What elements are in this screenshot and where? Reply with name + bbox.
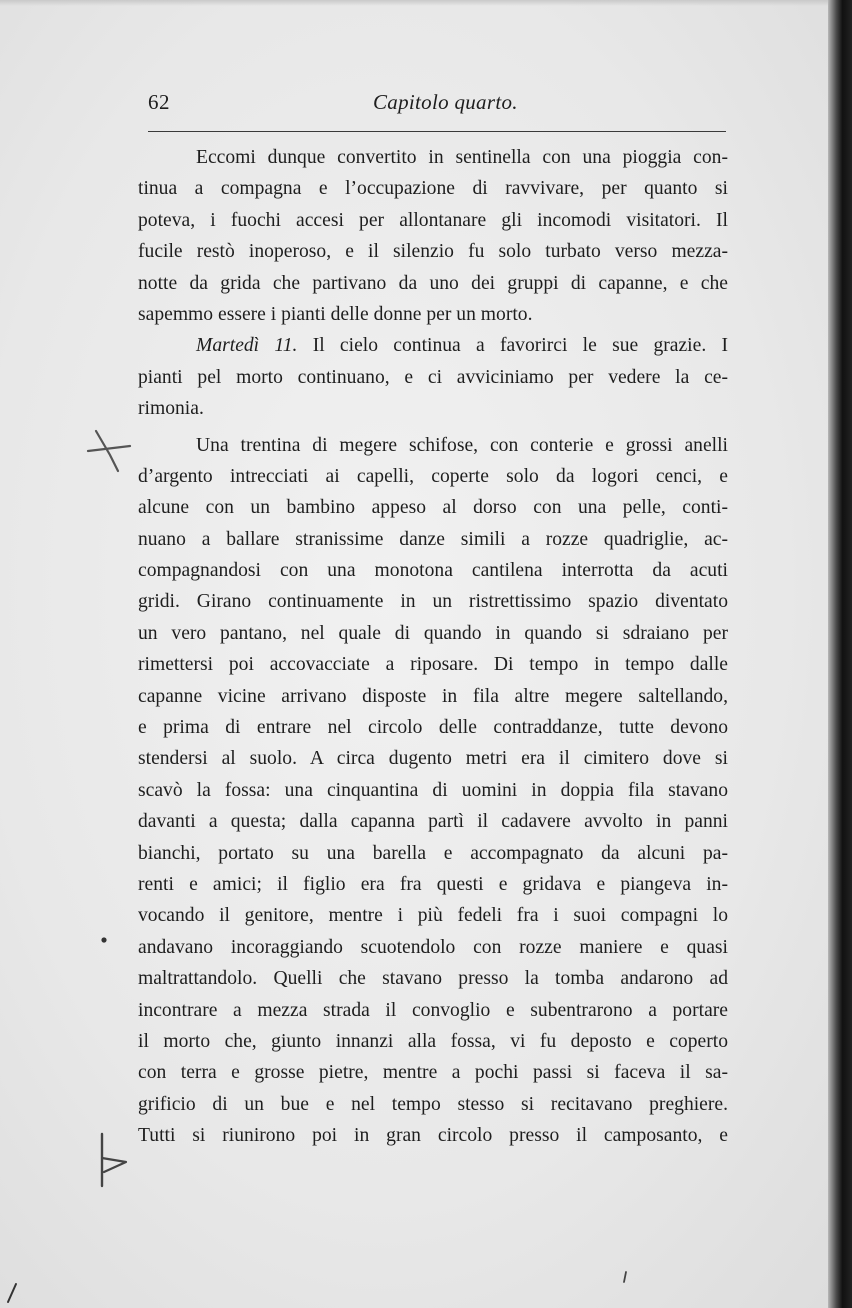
text-line: poteva, i fuochi accesi per allontanare gli incomodi visitatori. Il — [138, 209, 728, 231]
running-head — [148, 88, 726, 120]
text-line: gridi. Girano continuamente in un ristrettissimo spazio diventato — [138, 591, 728, 613]
pencil-flag-mark-icon — [92, 1130, 142, 1190]
text-line: un vero pantano, nel quale di quando in quando si sdraiano per — [138, 622, 728, 644]
text-line: bianchi, portato su una barella e accompagnato da alcuni pa- — [138, 842, 728, 864]
text-line: scavò la fossa: una cinquantina di uomini in doppia fila stavano — [138, 779, 728, 801]
text-line: tinua a compagna e l’occupazione di ravvivare, per quanto si — [138, 178, 728, 200]
text-line-with-date — [138, 330, 728, 361]
page-number: 62 — [148, 90, 170, 114]
chapter-title: Capitolo quarto. — [373, 90, 518, 114]
pencil-tick-icon — [2, 1282, 22, 1306]
page-top-edge — [0, 0, 852, 6]
text-line: pianti pel morto continuano, e ci avviciniamo per vedere la ce- — [138, 366, 728, 388]
text-line: notte da grida che partivano da uno dei gruppi di capanne, e che — [138, 272, 728, 294]
text-line: vocando il genitore, mentre i più fedeli fra i suoi compagni lo — [138, 905, 728, 927]
text-line: grificio di un bue e nel tempo stesso si recitavano preghiere. — [138, 1093, 728, 1115]
text-line: rimettersi poi accovacciate a riposare. Di tempo in tempo dalle — [138, 654, 728, 676]
text-line: Una trentina di megere schifose, con conterie e grossi anelli — [196, 434, 728, 456]
pencil-cross-mark-icon — [80, 425, 140, 485]
text-line: Tutti si riunirono poi in gran circolo presso il camposanto, e — [138, 1125, 728, 1147]
pencil-tick-icon — [620, 1270, 630, 1286]
body-text — [138, 142, 728, 1152]
text-span: Il cielo continua a favorirci le sue grazie. I — [312, 335, 729, 357]
book-spine-shadow — [828, 0, 852, 1308]
text-line: capanne vicine arrivano disposte in fila altre megere saltellando, — [138, 685, 728, 707]
text-line: d’argento intrecciati ai capelli, coperte solo da logori cenci, e — [138, 465, 728, 487]
text-line: andavano incoraggiando scuotendolo con rozze maniere e quasi — [138, 936, 728, 958]
text-line: stendersi al suolo. A circa dugento metri era il cimitero dove si — [138, 748, 728, 770]
pencil-dot-icon — [100, 936, 108, 944]
text-line: davanti a questa; dalla capanna partì il cadavere avvolto in panni — [138, 811, 728, 833]
text-line: il morto che, giunto innanzi alla fossa, vi fu deposto e coperto — [138, 1030, 728, 1052]
text-line: renti e amici; il figlio era fra questi e gridava e piangeva in- — [138, 873, 728, 895]
text-line: alcune con un bambino appeso al dorso con una pelle, conti- — [138, 497, 728, 519]
date-label: Martedì 11. — [196, 335, 298, 357]
header-rule — [148, 131, 726, 132]
text-line: maltrattandolo. Quelli che stavano presso la tomba andarono ad — [138, 968, 728, 990]
text-line: e prima di entrare nel circolo delle contraddanze, tutte devono — [138, 717, 728, 739]
text-line: compagnandosi con una monotona cantilena interrotta da acuti — [138, 560, 728, 582]
text-line: rimonia. — [138, 398, 204, 420]
text-line: fucile restò inoperoso, e il silenzio fu solo turbato verso mezza- — [138, 241, 728, 263]
text-line: con terra e grosse pietre, mentre a pochi passi si faceva il sa- — [138, 1062, 728, 1084]
text-line: incontrare a mezza strada il convoglio e subentrarono a portare — [138, 999, 728, 1021]
text-line: sapemmo essere i pianti delle donne per un morto. — [138, 303, 533, 325]
text-line: nuano a ballare stranissime danze simili a rozze quadriglie, ac- — [138, 528, 728, 550]
text-line: Eccomi dunque convertito in sentinella con una pioggia con- — [196, 147, 728, 168]
